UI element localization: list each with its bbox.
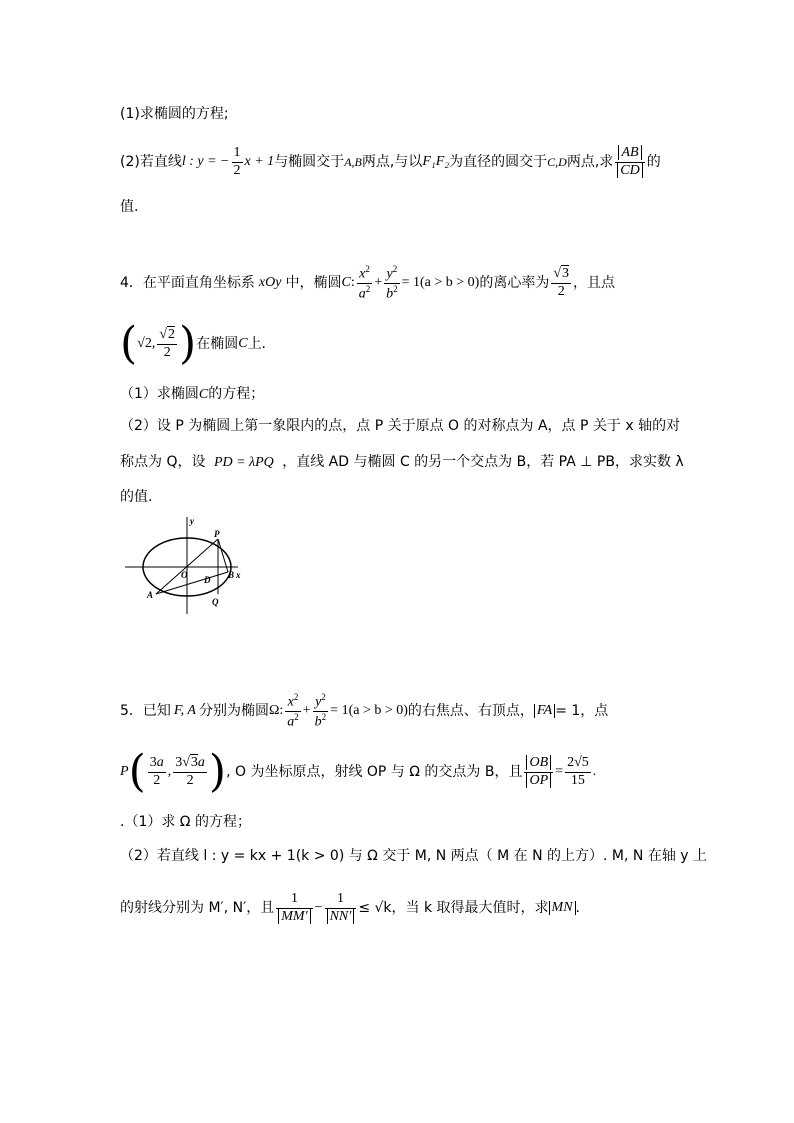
q4-part2-line1: （2）设 P 为椭圆上第一象限内的点，点 P 关于原点 O 的对称点为 A，点 P 关于 x 轴的对 xyxy=(120,418,681,434)
fig-label-a: A xyxy=(147,590,154,600)
q5-stem-line1: 5．已知 F, A 分别为椭圆 Ω : $\frac{x^2}{a^2}$ + $\frac{y^2}{b^2}$ = 1(a > b > 0) 的右焦点、右顶点， FA = 1，点 xyxy=(120,691,609,730)
ellipse-figure xyxy=(120,512,260,622)
q4-stem-line2: ( √2, $\frac{√2}{2}$ ) 在椭圆 C 上. xyxy=(120,318,267,369)
q4-stem-line1: 4．在平面直角坐标系 xOy 中，椭圆 C : $\frac{x^2}{a^2}$ + $\frac{y^2}{b^2}$ = 1(a > b > 0) 的离心率为 $\frac{√3}{2}$ ，且点 xyxy=(120,263,616,302)
q5-part1: .（1）求 Ω 的方程； xyxy=(120,814,251,830)
ratio-ab-cd: $\frac{AB}{CD}$ xyxy=(615,145,644,178)
q3-part1: (1)求椭圆的方程; xyxy=(120,106,229,122)
fig-label-x: x xyxy=(236,570,241,580)
q3-value: 值. xyxy=(120,199,139,215)
q5-stem-line2: P ( $\frac{3a}{2}$ , $\frac{3√3a}{2}$ ) , O 为坐标原点，射线 OP 与 Ω 的交点为 B，且 $\frac{OB}{OP}$ = $\frac{2√5}{15}$ . xyxy=(120,746,597,797)
fig-label-d: D xyxy=(204,575,211,585)
q5-part2-line2: 的射线分别为 M′, N′，且 $\frac{1}{MM'}$ − $\frac{1}{NN'}$ ≤ √k，当 k 取得最大值时，求 MN . xyxy=(120,891,580,924)
fig-label-q: Q xyxy=(212,597,219,607)
q4-part1: （1）求椭圆C的方程； xyxy=(120,386,265,402)
fig-label-p: P xyxy=(214,529,220,539)
q4-part2-line3: 的值. xyxy=(120,489,153,505)
fig-label-o: O xyxy=(181,570,188,580)
q3-part2: (2)若直线 l : y = − $\frac{1}{2}$ x + 1 与椭圆交于 A,B 两点,与以 F₁F₂ 为直径的圆交于 C,D 两点,求 $\frac{AB}{CD}$ 的 xyxy=(120,145,661,178)
fig-label-y: y xyxy=(190,516,194,526)
q5-part2-line1: （2）若直线 l : y = kx + 1(k > 0) 与 Ω 交于 M, N 两点（ M 在 N 的上方）. M, N 在轴 y 上 xyxy=(120,848,708,864)
fig-label-b: B xyxy=(228,570,235,580)
fraction-half: $\frac{1}{2}$ xyxy=(233,145,241,178)
q4-part2-line2: 称点为 Q，设 PD = λPQ ，直线 AD 与椭圆 C 的另一个交点为 B，若 PA ⊥ PB，求实数 λ xyxy=(120,454,684,470)
